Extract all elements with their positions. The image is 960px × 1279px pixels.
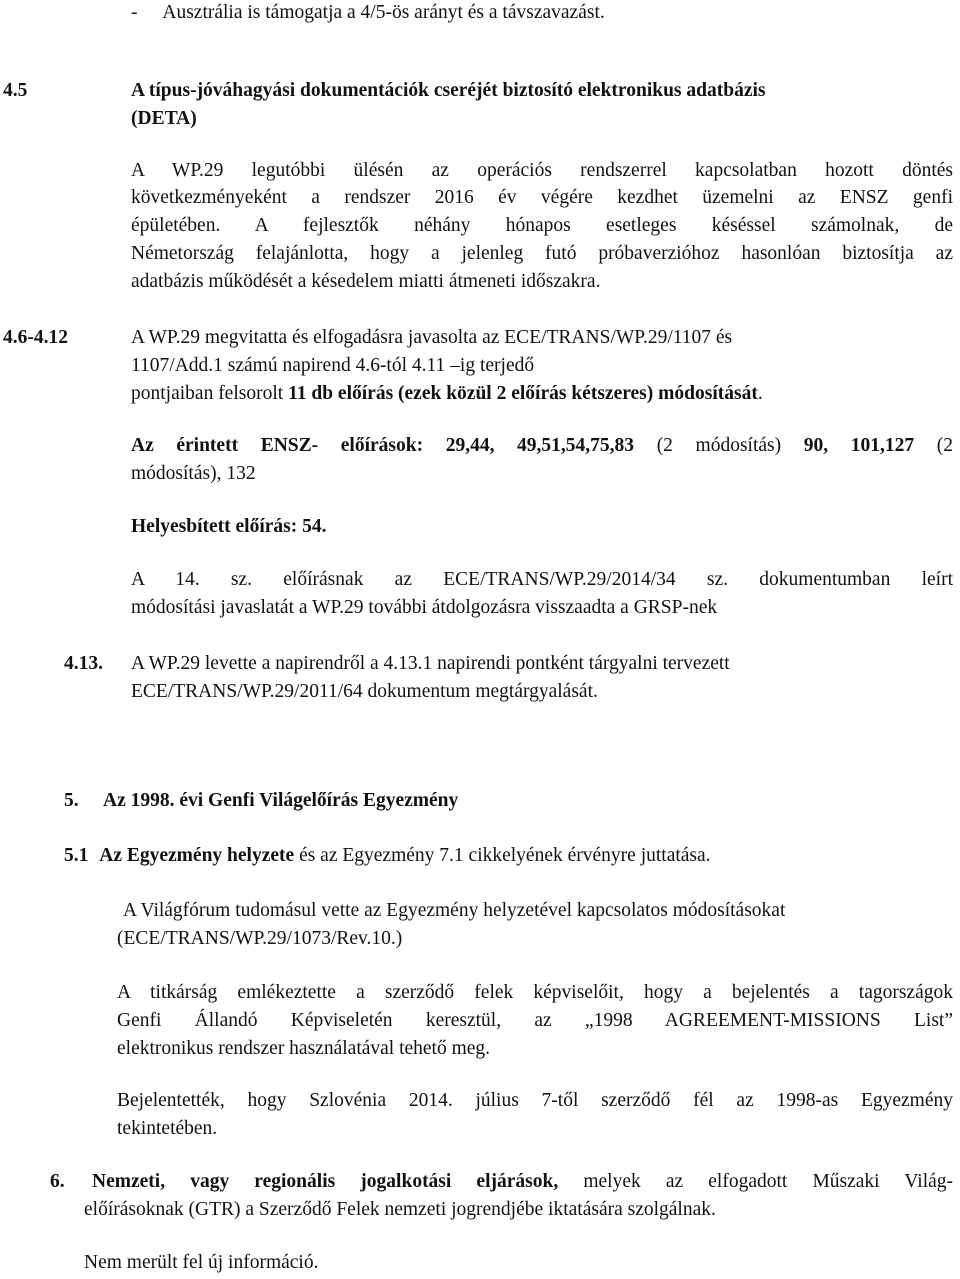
section-5-heading: Az 1998. évi Genfi Világelőírás Egyezmény [103, 790, 459, 811]
s5-p1-line1: A Világfórum tudomásul vette az Egyezmény helyzetével kapcsolatos módosításokat [123, 900, 786, 921]
bullet-text: Ausztrália is támogatja a 4/5-ös arányt és a távszavazást. [162, 2, 605, 23]
section-5-1-bold: Az Egyezmény helyzete [99, 845, 295, 866]
bullet-line [131, 2, 605, 24]
affected-normal2: (2 [936, 435, 954, 456]
s5-p2-line3: elektronikus rendszer használatával tehető meg. [117, 1038, 491, 1059]
section-4-5-number: 4.5 [3, 80, 28, 101]
s46-line1: A WP.29 megvitatta és elfogadásra javasolta az ECE/TRANS/WP.29/1107 és [131, 327, 733, 348]
bullet-dash: - [131, 2, 138, 23]
s45-para-line: Németország felajánlotta, hogy a jelenleg futó próbaverzióhoz hasonlóan biztosítja az [131, 243, 953, 264]
affected-regulations-line1 [131, 435, 953, 457]
s46-line3-bold: 11 db előírás (ezek közül 2 előírás kétszeres) módosítását [288, 383, 758, 404]
affected-normal1: (2 módosítás) [656, 435, 782, 456]
section-4-6-number: 4.6-4.12 [3, 327, 68, 348]
s6-line2: előírásoknak (GTR) a Szerződő Felek nemzeti jogrendjébe iktatására szolgálnak. [84, 1199, 716, 1220]
section-5-1-end: érvényre juttatása. [567, 845, 711, 866]
section-6-number: 6. [50, 1171, 65, 1192]
s5-p3-line1: Bejelentették, hogy Szlovénia 2014. július 7-től szerződő fél az 1998-as Egyezmény [117, 1090, 953, 1111]
affected-bold2: 90, 101,127 [803, 435, 915, 456]
s45-para-line: épületében. A fejlesztők néhány hónapos esetleges késéssel számolnak, de [131, 215, 953, 236]
s46-line3-normal: pontjaiban felsorolt [131, 383, 284, 404]
section-5-number: 5. [64, 790, 79, 811]
s413-line1: A WP.29 levette a napirendről a 4.13.1 napirendi pontként tárgyalni tervezett [131, 653, 730, 674]
s46-line2: 1107/Add.1 számú napirend 4.6-tól 4.11 –ig terjedő [131, 355, 535, 376]
affected-bold: Az érintett ENSZ- előírások: 29,44, 49,51,54,75,83 [131, 435, 635, 456]
section-4-13-number: 4.13. [64, 653, 103, 674]
s413-line2: ECE/TRANS/WP.29/2011/64 dokumentum megtárgyalását. [131, 681, 598, 702]
s45-para-line: adatbázis működését a késedelem miatti átmeneti időszakra. [131, 271, 601, 292]
s46-line3-end: . [757, 383, 763, 404]
returned-line2: módosítási javaslatát a WP.29 további átdolgozásra visszaadta a GRSP-nek [131, 597, 718, 618]
s45-para-line: A WP.29 legutóbbi ülésén az operációs rendszerrel kapcsolatban hozott döntés [131, 160, 953, 181]
s5-p1-line2: (ECE/TRANS/WP.29/1073/Rev.10.) [117, 928, 403, 949]
section-5-1-normal: és az Egyezmény 7.1 cikkelyének [299, 845, 563, 866]
section-5-1-line [64, 845, 711, 867]
s5-p2-line1: A titkárság emlékeztette a szerződő felek képviselőit, hogy a bejelentés a tagországok [117, 982, 953, 1003]
returned-line1: A 14. sz. előírásnak az ECE/TRANS/WP.29/2014/34 sz. dokumentumban leírt [131, 569, 953, 590]
s6-line1 [92, 1171, 953, 1193]
s45-para-line: következményeként a rendszer 2016 év végére kezdhet üzemelni az ENSZ genfi [131, 187, 953, 208]
section-4-5-title-line1: A típus-jóváhagyási dokumentációk cseréjét biztosító elektronikus adatbázis [131, 80, 766, 101]
corrected-regulation: Helyesbített előírás: 54. [131, 516, 327, 537]
s5-p3-line2: tekintetében. [117, 1118, 218, 1139]
s6-line1-rest: melyek az elfogadott Műszaki Világ- [583, 1171, 954, 1192]
affected-regulations-line2: módosítás), 132 [131, 463, 256, 484]
s6-bold: Nemzeti, vagy regionális jogalkotási eljárások, [92, 1171, 559, 1192]
s46-line3 [131, 383, 763, 405]
s5-p2-line2: Genfi Állandó Képviseletén keresztül, az „1998 AGREEMENT-MISSIONS List” [117, 1010, 953, 1031]
section-5-1-number: 5.1 [64, 845, 89, 866]
no-new-info: Nem merült fel új információ. [84, 1252, 319, 1273]
section-4-5-title-line2: (DETA) [131, 108, 197, 129]
